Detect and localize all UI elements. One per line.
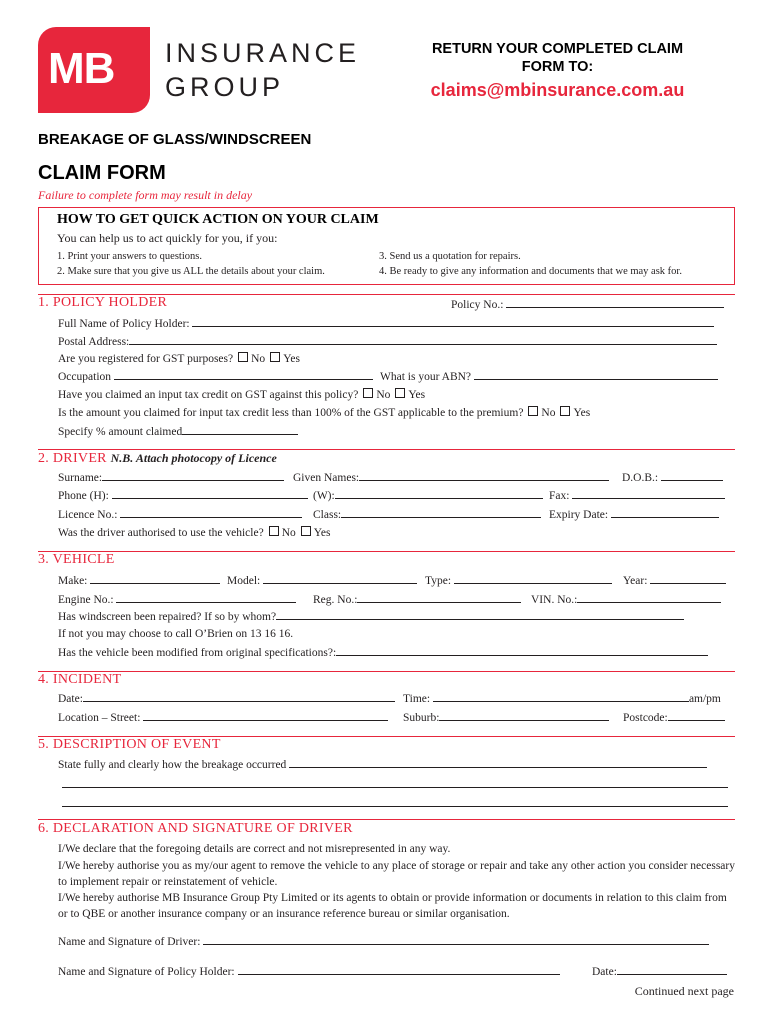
phone-work-field[interactable] [313,489,543,502]
type-field[interactable] [425,574,612,587]
repaired-label: Has windscreen been repaired? If so by whom? [58,611,277,623]
logo-word-group: GROUP [165,72,285,102]
driver-signature-field[interactable] [58,935,709,948]
policy-no-field[interactable] [451,298,724,311]
postcode-field[interactable] [623,711,725,724]
year-label: Year: [623,575,648,587]
holder-signature-field[interactable] [58,965,560,978]
return-line-1: RETURN YOUR COMPLETED CLAIM [431,41,684,57]
occupation-label: Occupation [58,371,112,383]
occupation-field[interactable] [58,370,373,383]
no-label: No [376,389,391,401]
signature-date-field[interactable] [592,965,727,978]
authorised-no-checkbox[interactable] [269,526,279,536]
description-field[interactable] [58,758,707,771]
location-street-field[interactable] [58,711,388,724]
licence-field[interactable] [58,508,302,521]
authorised-label: Was the driver authorised to use the vehicle? [58,527,264,539]
gst-yes-checkbox[interactable] [270,352,280,362]
reg-field[interactable] [313,593,521,606]
reg-label: Reg. No.: [313,594,358,606]
form-title: CLAIM FORM [38,162,166,184]
location-street-label: Location – Street: [58,712,141,724]
no-label: No [281,527,296,539]
incident-time-field[interactable] [403,692,721,705]
yes-label: Yes [408,389,426,401]
quick-action-item: 4. Be ready to give any information and documents that we may ask for. [379,266,682,277]
section-declaration-title: 6. DECLARATION AND SIGNATURE OF DRIVER [38,821,353,836]
full-name-label: Full Name of Policy Holder: [58,318,190,330]
modified-label: Has the vehicle been modified from original specifications?: [58,647,337,659]
description-label: State fully and clearly how the breakage occurred [58,759,287,771]
type-label: Type: [425,575,452,587]
suburb-label: Suburb: [403,712,440,724]
surname-label: Surname: [58,472,103,484]
itc-less-yes-checkbox[interactable] [560,406,570,416]
specify-label: Specify % amount claimed [58,426,183,438]
phone-home-field[interactable] [58,489,308,502]
section-description-title: 5. DESCRIPTION OF EVENT [38,737,221,752]
quick-action-item: 1. Print your answers to questions. [57,251,202,262]
section-incident-title: 4. INCIDENT [38,672,122,687]
modified-field[interactable] [58,646,708,659]
vin-label: VIN. No.: [531,594,578,606]
postcode-label: Postcode: [623,712,668,724]
section-divider [38,671,735,672]
given-names-field[interactable] [293,471,609,484]
no-label: No [251,353,266,365]
engine-label: Engine No.: [58,594,114,606]
incident-time-label: Time: [403,693,431,705]
holder-signature-label: Name and Signature of Policy Holder: [58,966,235,978]
make-field[interactable] [58,574,220,587]
declaration-para-1: I/We declare that the foregoing details are correct and not misrepresented in any way. [58,843,451,855]
no-label: No [541,407,556,419]
given-names-label: Given Names: [293,472,360,484]
abn-label: What is your ABN? [380,371,472,383]
section-divider [38,551,735,552]
engine-field[interactable] [58,593,296,606]
driver-note: N.B. Attach photocopy of Licence [110,451,277,465]
section-vehicle-title: 3. VEHICLE [38,552,115,567]
declaration-para-3: I/We hereby authorise MB Insurance Group Pty Limited or its agents to obtain or provide information or documents in relation to this claim from or to QBE or another insurance company or an insurance reference bureau or similar organisation. [58,892,727,920]
class-label: Class: [313,509,342,521]
postal-address-field[interactable] [58,335,717,348]
signature-date-label: Date: [592,966,617,978]
itc-less-label: Is the amount you claimed for input tax credit less than 100% of the GST applicable to the premium? [58,407,524,419]
suburb-field[interactable] [403,711,609,724]
dob-label: D.O.B.: [622,472,659,484]
year-field[interactable] [623,574,726,587]
obrien-note: If not you may choose to call O’Brien on 13 16 16. [58,628,294,640]
form-warning: Failure to complete form may result in delay [38,188,253,202]
description-line[interactable] [62,787,728,788]
vin-field[interactable] [531,593,721,606]
driver-signature-label: Name and Signature of Driver: [58,936,201,948]
abn-field[interactable] [380,370,718,383]
gst-no-checkbox[interactable] [238,352,248,362]
logo-mark-text: MB [48,44,115,93]
model-field[interactable] [227,574,417,587]
itc-less-no-checkbox[interactable] [528,406,538,416]
phone-home-label: Phone (H): [58,490,109,502]
authorised-question [58,526,330,539]
make-label: Make: [58,575,88,587]
expiry-field[interactable] [549,508,719,521]
licence-label: Licence No.: [58,509,118,521]
description-line[interactable] [62,806,728,807]
continued-next-page: Continued next page [634,984,734,998]
gst-question [58,352,300,365]
itc-no-checkbox[interactable] [363,388,373,398]
driver-title-text: 2. DRIVER [38,451,107,466]
section-divider [38,449,735,450]
specify-field[interactable] [58,425,298,438]
fax-field[interactable] [549,489,725,502]
declaration-para-2: I/We hereby authorise you as my/our agent to remove the vehicle to any place of storage or repair and take any other action you consider necessary to implement repair or reinstatement of vehicle. [58,860,735,888]
itc-less-question [58,406,590,419]
itc-question [58,388,425,401]
return-email[interactable]: claims@mbinsurance.com.au [430,80,685,100]
phone-work-label: (W): [313,490,335,502]
postal-address-label: Postal Address: [58,336,130,348]
quick-action-box [38,207,735,285]
fax-label: Fax: [549,490,570,502]
quick-action-intro: You can help us to act quickly for you, if you: [57,231,278,245]
yes-label: Yes [283,353,300,365]
section-policy-holder-title: 1. POLICY HOLDER [38,295,168,310]
gst-label: Are you registered for GST purposes? [58,353,234,365]
yes-label: Yes [313,527,331,539]
return-line-2: FORM TO: [521,59,594,75]
surname-field[interactable] [58,471,284,484]
quick-action-item: 3. Send us a quotation for repairs. [379,251,521,262]
itc-yes-checkbox[interactable] [395,388,405,398]
repaired-field[interactable] [58,610,684,623]
authorised-yes-checkbox[interactable] [301,526,311,536]
incident-date-field[interactable] [58,692,395,705]
dob-field[interactable] [622,471,723,484]
form-subtitle: BREAKAGE OF GLASS/WINDSCREEN [38,131,312,148]
model-label: Model: [227,575,261,587]
incident-date-label: Date: [58,693,83,705]
logo-word-insurance: INSURANCE [165,38,361,68]
itc-label: Have you claimed an input tax credit on GST against this policy? [58,389,359,401]
section-divider [38,819,735,820]
expiry-label: Expiry Date: [549,509,609,521]
yes-label: Yes [573,407,591,419]
ampm-label: am/pm [688,693,721,705]
class-field[interactable] [313,508,541,521]
section-driver-title [38,451,277,467]
quick-action-heading: HOW TO GET QUICK ACTION ON YOUR CLAIM [57,212,379,227]
policy-no-label: Policy No.: [451,299,504,311]
full-name-field[interactable] [58,317,714,330]
quick-action-item: 2. Make sure that you give us ALL the details about your claim. [57,266,325,277]
